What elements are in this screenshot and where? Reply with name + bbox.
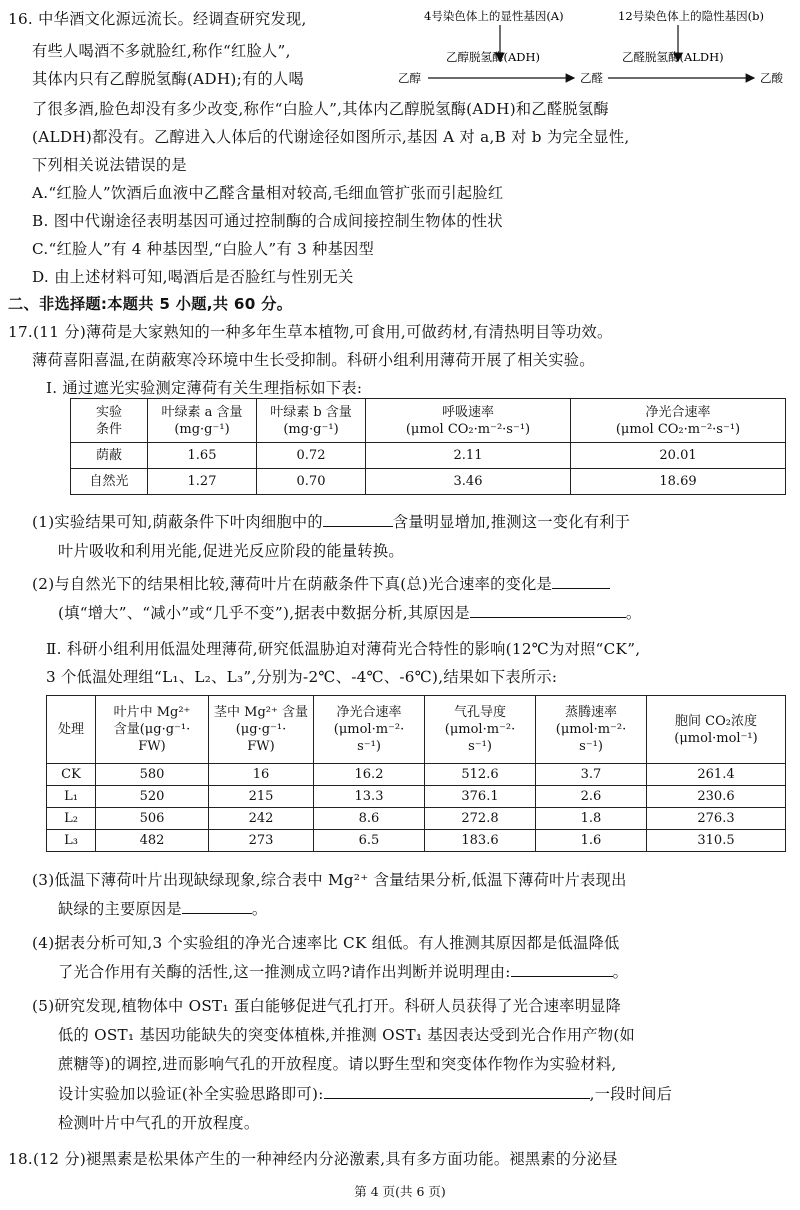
t2-header-intercellular-co2: 胞间 CO₂浓度 (μmol·mol⁻¹): [647, 696, 786, 764]
q16-line-5: (ALDH)都没有。乙醇进入人体后的代谢途径如图所示,基因 A 对 a,B 对 b 为完全显性,: [32, 128, 630, 146]
ethanol-label: 乙醇: [398, 71, 421, 85]
table-row: [71, 443, 786, 469]
q16-line-4: 了很多酒,脸色却没有多少改变,称作“白脸人”,其体内乙醇脱氢酶(ADH)和乙醛脱氢酶: [32, 100, 609, 118]
t2-cell: 6.5: [314, 830, 425, 852]
q17-sub5-text-e: ,一段时间后: [589, 1085, 673, 1103]
enzyme-aldh-label: 乙醛脱氢酶(ALDH): [622, 50, 724, 64]
t2-cell: 376.1: [425, 786, 536, 808]
q17-sub1-text-a: (1)实验结果可知,荫蔽条件下叶肉细胞中的: [32, 513, 323, 531]
q16-line-1: 16. 中华酒文化源远流长。经调查研究发现,: [8, 10, 307, 28]
t2-header-treatment: 处理: [47, 696, 96, 764]
t2-cell: 2.6: [536, 786, 647, 808]
t2-cell: 273: [209, 830, 314, 852]
answer-blank: [324, 1084, 590, 1099]
gene-b-label: 12号染色体上的隐性基因(b): [618, 9, 764, 23]
q16-line-3: 其体内只有乙醇脱氢酶(ADH);有的人喝: [32, 70, 304, 88]
t2-cell: 8.6: [314, 808, 425, 830]
table-row: [71, 469, 786, 495]
q16-option-b: B. 图中代谢途径表明基因可通过控制酶的合成间接控制生物体的性状: [32, 212, 503, 230]
q17-sub4-end: 。: [612, 963, 629, 981]
q16-option-c: C.“红脸人”有 4 种基因型,“白脸人”有 3 种基因型: [32, 240, 375, 258]
q17-part2-line-1: Ⅱ. 科研小组利用低温处理薄荷,研究低温胁迫对薄荷光合特性的影响(12℃为对照“CK”,: [46, 640, 641, 658]
t1-cell: 18.69: [571, 469, 786, 495]
t2-cell: 506: [96, 808, 209, 830]
q18-line-1: 18.(12 分)褪黑素是松果体产生的一种神经内分泌激素,具有多方面功能。褪黑素的分泌昼: [8, 1150, 618, 1168]
answer-blank: [182, 899, 252, 914]
metabolic-pathway-diagram: [398, 6, 798, 88]
q17-intro-2: 薄荷喜阳喜温,在荫蔽寒冷环境中生长受抑制。科研小组利用薄荷开展了相关实验。: [32, 351, 595, 369]
t2-cell: 520: [96, 786, 209, 808]
t1-cell: 0.72: [257, 443, 366, 469]
t1-cell: 20.01: [571, 443, 786, 469]
t1-cell: 荫蔽: [71, 443, 148, 469]
table-low-temperature: [46, 695, 786, 852]
table-shading-experiment: [70, 398, 786, 495]
q17-sub2-line-2: [58, 602, 641, 624]
t2-cell: 261.4: [647, 764, 786, 786]
t2-header-stem-mg: 茎中 Mg²⁺ 含量 (μg·g⁻¹· FW): [209, 696, 314, 764]
t2-cell: 183.6: [425, 830, 536, 852]
q16-option-d: D. 由上述材料可知,喝酒后是否脸红与性别无关: [32, 268, 354, 286]
t2-cell: 276.3: [647, 808, 786, 830]
q17-part2-line-2: 3 个低温处理组“L₁、L₂、L₃”,分别为-2℃、-4℃、-6℃),结果如下表所示:: [46, 668, 558, 686]
t2-header-stomatal-conductance: 气孔导度 (μmol·m⁻²· s⁻¹): [425, 696, 536, 764]
table-row: [47, 764, 786, 786]
gene-a-label: 4号染色体上的显性基因(A): [424, 9, 564, 23]
t2-cell: 1.6: [536, 830, 647, 852]
answer-blank: [470, 603, 626, 618]
q17-intro-1: 17.(11 分)薄荷是大家熟知的一种多年生草本植物,可食用,可做药材,有清热明目等功效。: [8, 323, 613, 341]
t2-cell: 16.2: [314, 764, 425, 786]
q17-sub4-text-b: 了光合作用有关酶的活性,这一推测成立吗?请作出判断并说明理由:: [58, 963, 511, 981]
answer-blank: [323, 512, 393, 527]
q17-sub3-end: 。: [251, 900, 268, 918]
table-row: [47, 786, 786, 808]
q17-sub3-text-b: 缺绿的主要原因是: [58, 900, 182, 918]
t1-header-chl-b: 叶绿素 b 含量 (mg·g⁻¹): [257, 399, 366, 443]
answer-blank: [511, 962, 613, 977]
q17-sub5-line-2: 低的 OST₁ 基因功能缺失的突变体植株,并推测 OST₁ 基因表达受到光合作用产物(如: [58, 1026, 636, 1044]
q17-sub1-text-b: 含量明显增加,推测这一变化有利于: [392, 513, 631, 531]
t1-header-net-photosynthesis: 净光合速率 (μmol CO₂·m⁻²·s⁻¹): [571, 399, 786, 443]
t2-header-net-photosynthesis: 净光合速率 (μmol·m⁻²· s⁻¹): [314, 696, 425, 764]
q17-sub5-line-3: 蔗糖等)的调控,进而影响气孔的开放程度。请以野生型和突变体作物作为实验材料,: [58, 1055, 617, 1073]
table-row: [47, 808, 786, 830]
t2-cell: 242: [209, 808, 314, 830]
table-row: [47, 830, 786, 852]
t2-cell: 230.6: [647, 786, 786, 808]
q16-option-a: A.“红脸人”饮酒后血液中乙醛含量相对较高,毛细血管扩张而引起脸红: [32, 184, 504, 202]
t2-cell: 580: [96, 764, 209, 786]
q17-sub4-line-2: [58, 961, 628, 983]
q17-sub5-text-d: 设计实验加以验证(补全实验思路即可):: [58, 1085, 324, 1103]
t2-cell: 13.3: [314, 786, 425, 808]
t2-cell: 310.5: [647, 830, 786, 852]
t2-cell: 512.6: [425, 764, 536, 786]
q17-sub5-line-4: [58, 1083, 672, 1105]
t2-cell: 215: [209, 786, 314, 808]
t2-cell: 1.8: [536, 808, 647, 830]
t2-cell: L₃: [47, 830, 96, 852]
t2-header-leaf-mg: 叶片中 Mg²⁺ 含量(μg·g⁻¹· FW): [96, 696, 209, 764]
q17-sub1-line-2: 叶片吸收和利用光能,促进光反应阶段的能量转换。: [58, 542, 404, 560]
q17-sub5-line-5: 检测叶片中气孔的开放程度。: [58, 1114, 260, 1132]
t1-header-condition: 实验 条件: [71, 399, 148, 443]
t2-header-transpiration: 蒸腾速率 (μmol·m⁻²· s⁻¹): [536, 696, 647, 764]
q16-line-2: 有些人喝酒不多就脸红,称作“红脸人”,: [32, 42, 291, 60]
t1-header-chl-a: 叶绿素 a 含量 (mg·g⁻¹): [148, 399, 257, 443]
q17-sub1-line-1: [32, 511, 630, 533]
page-footer: 第 4 页(共 6 页): [354, 1184, 446, 1199]
q17-sub3-line-2: [58, 898, 267, 920]
t2-cell: 16: [209, 764, 314, 786]
acetaldehyde-label: 乙醛: [580, 71, 603, 85]
q16-line-6: 下列相关说法错误的是: [32, 156, 187, 174]
t1-cell: 2.11: [366, 443, 571, 469]
q17-sub3-line-1: (3)低温下薄荷叶片出现缺绿现象,综合表中 Mg²⁺ 含量结果分析,低温下薄荷叶片表现出: [32, 871, 627, 889]
t2-cell: 272.8: [425, 808, 536, 830]
t1-cell: 1.27: [148, 469, 257, 495]
q17-sub2-text-b: (填“增大”、“减小”或“几乎不变”),据表中数据分析,其原因是: [58, 604, 470, 622]
q17-sub2-end: 。: [625, 604, 642, 622]
t2-cell: CK: [47, 764, 96, 786]
t2-cell: L₁: [47, 786, 96, 808]
t1-cell: 3.46: [366, 469, 571, 495]
section-title: 二、非选择题:本题共 5 小题,共 60 分。: [8, 295, 293, 313]
enzyme-adh-label: 乙醇脱氢酶(ADH): [446, 50, 541, 64]
t1-cell: 1.65: [148, 443, 257, 469]
t1-cell: 自然光: [71, 469, 148, 495]
q17-sub4-line-1: (4)据表分析可知,3 个实验组的净光合速率比 CK 组低。有人推测其原因都是低温降低: [32, 934, 620, 952]
t2-cell: 3.7: [536, 764, 647, 786]
q17-part1-title: Ⅰ. 通过遮光实验测定薄荷有关生理指标如下表:: [46, 379, 363, 397]
t2-cell: L₂: [47, 808, 96, 830]
t2-cell: 482: [96, 830, 209, 852]
answer-blank: [552, 574, 610, 589]
q17-sub5-line-1: (5)研究发现,植物体中 OST₁ 蛋白能够促进气孔打开。科研人员获得了光合速率明显降: [32, 997, 622, 1015]
q17-sub2-line-1: [32, 573, 610, 595]
t1-cell: 0.70: [257, 469, 366, 495]
acid-label: 乙酸: [760, 71, 783, 85]
t1-header-respiration: 呼吸速率 (μmol CO₂·m⁻²·s⁻¹): [366, 399, 571, 443]
q17-sub2-text-a: (2)与自然光下的结果相比较,薄荷叶片在荫蔽条件下真(总)光合速率的变化是: [32, 575, 553, 593]
